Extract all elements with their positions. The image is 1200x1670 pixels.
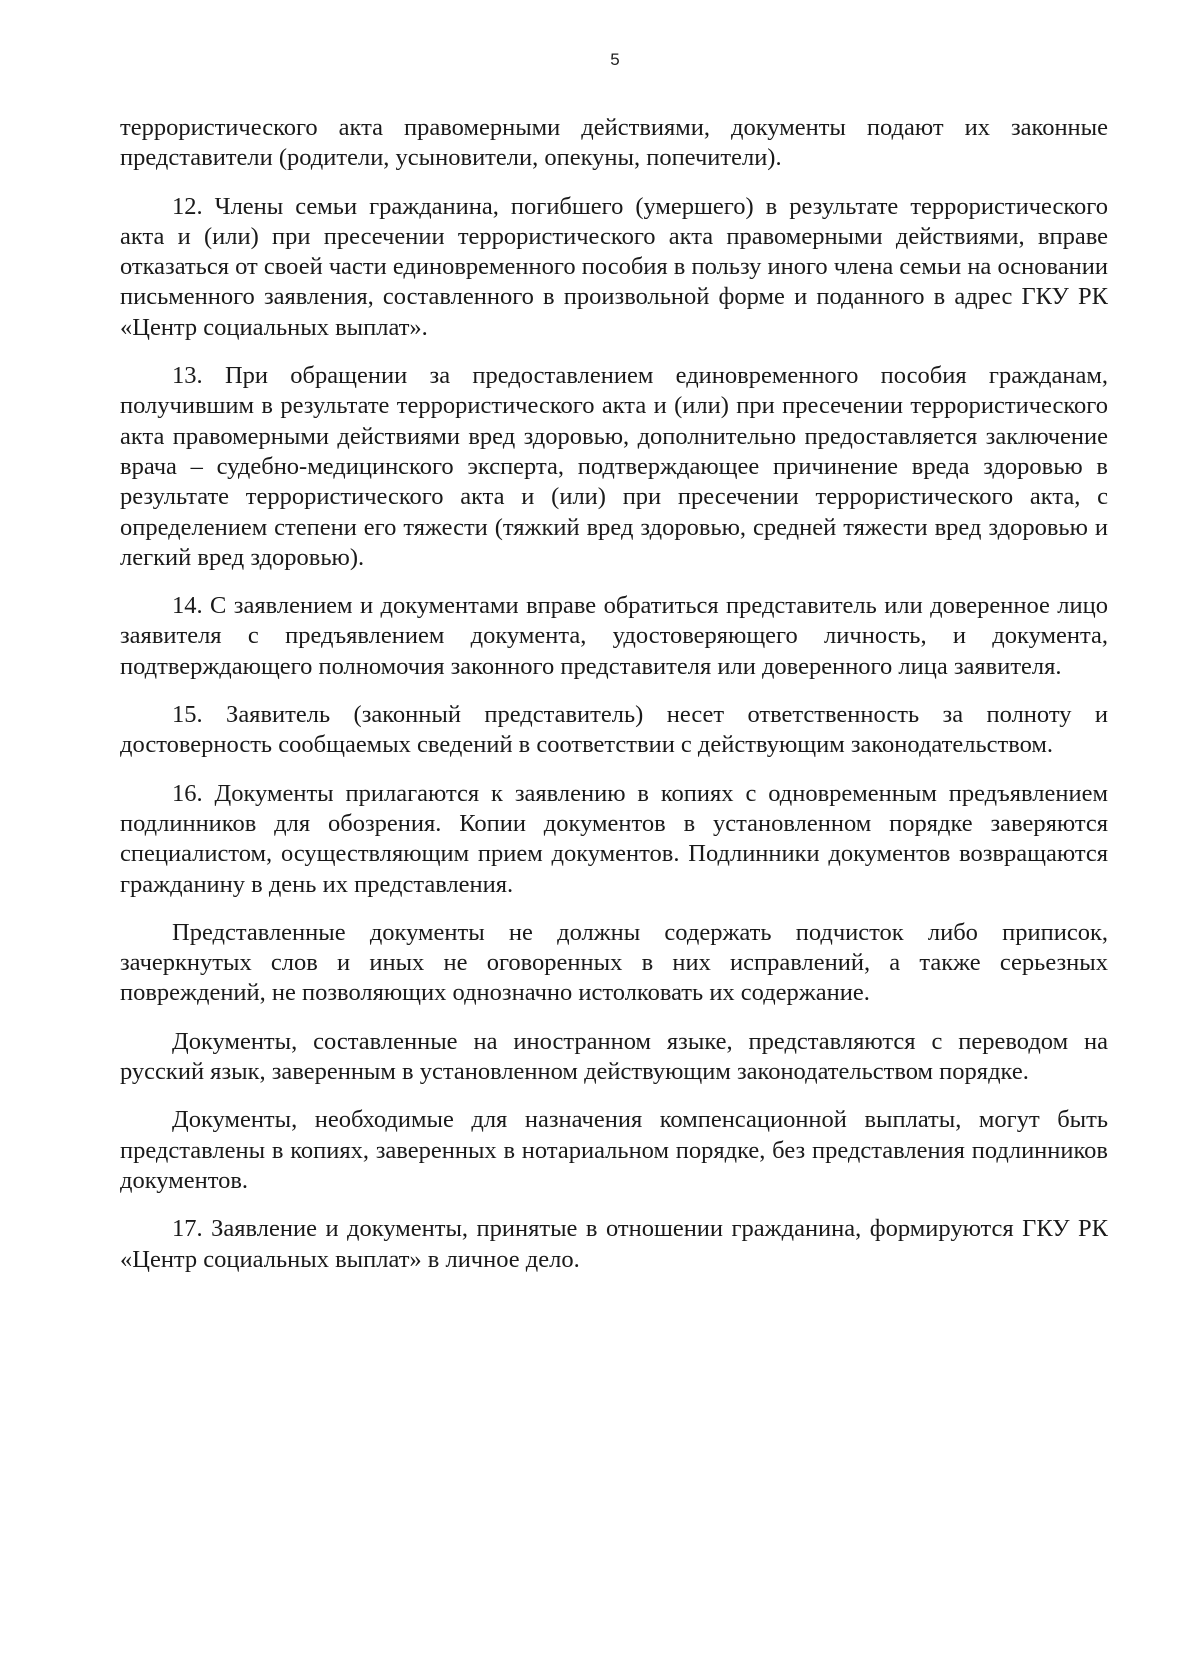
paragraph-13: 13. При обращении за предоставлением единовременного пособия гражданам, получившим в результате террористического акта и (или) при пресечении террористического акта правомерными действиями вред здоровью, дополнительно предоставляется заключение врача – судебно-медицинского эксперта, подтверждающее причинение вреда здоровью в результате террористического акта и (или) при пресечении террористического акта, с определением степени его тяжести (тяжкий вред здоровью, средней тяжести вред здоровью и легкий вред здоровью). [120,362,1108,571]
paragraph-12: 12. Члены семьи гражданина, погибшего (умершего) в результате террористического акта и (или) при пресечении террористического акта правомерными действиями, вправе отказаться от своей части единовременного пособия в пользу иного члена семьи на основании письменного заявления, составленного в произвольной форме и поданного в адрес ГКУ РК «Центр социальных выплат». [120,192,1108,341]
paragraph-16-notarized-copies: Документы, необходимые для назначения компенсационной выплаты, могут быть представлены в копиях, заверенных в нотариальном порядке, без представления подлинников документов. [120,1106,1108,1194]
page-number: 5 [610,50,620,69]
paragraph-16: 16. Документы прилагаются к заявлению в копиях с одновременным предъявлением подлинников для обозрения. Копии документов в установленном порядке заверяются специалистом, осуществляющим прием документов. Подлинники документов возвращаются гражданину в день их представления. [120,779,1108,898]
paragraph-17: 17. Заявление и документы, принятые в отношении гражданина, формируются ГКУ РК «Центр социальных выплат» в личное дело. [120,1215,1108,1273]
paragraph-14: 14. С заявлением и документами вправе обратиться представитель или доверенное лицо заявителя с предъявлением документа, удостоверяющего личность, и документа, подтверждающего полномочия законного представителя или доверенного лица заявителя. [120,592,1108,680]
paragraph-16-foreign-language: Документы, составленные на иностранном языке, представляются с переводом на русский язык, заверенным в установленном действующим законодательством порядке. [120,1027,1108,1086]
document-body [120,113,1108,1293]
paragraph-15: 15. Заявитель (законный представитель) несет ответственность за полноту и достоверность сообщаемых сведений в соответствии с действующим законодательством. [120,701,1108,759]
paragraph-continuation: террористического акта правомерными действиями, документы подают их законные представители (родители, усыновители, опекуны, попечители). [120,114,1108,172]
paragraph-16-requirements: Представленные документы не должны содержать подчисток либо приписок, зачеркнутых слов и иных не оговоренных в них исправлений, а также серьезных повреждений, не позволяющих однозначно истолковать их содержание. [120,918,1108,1007]
